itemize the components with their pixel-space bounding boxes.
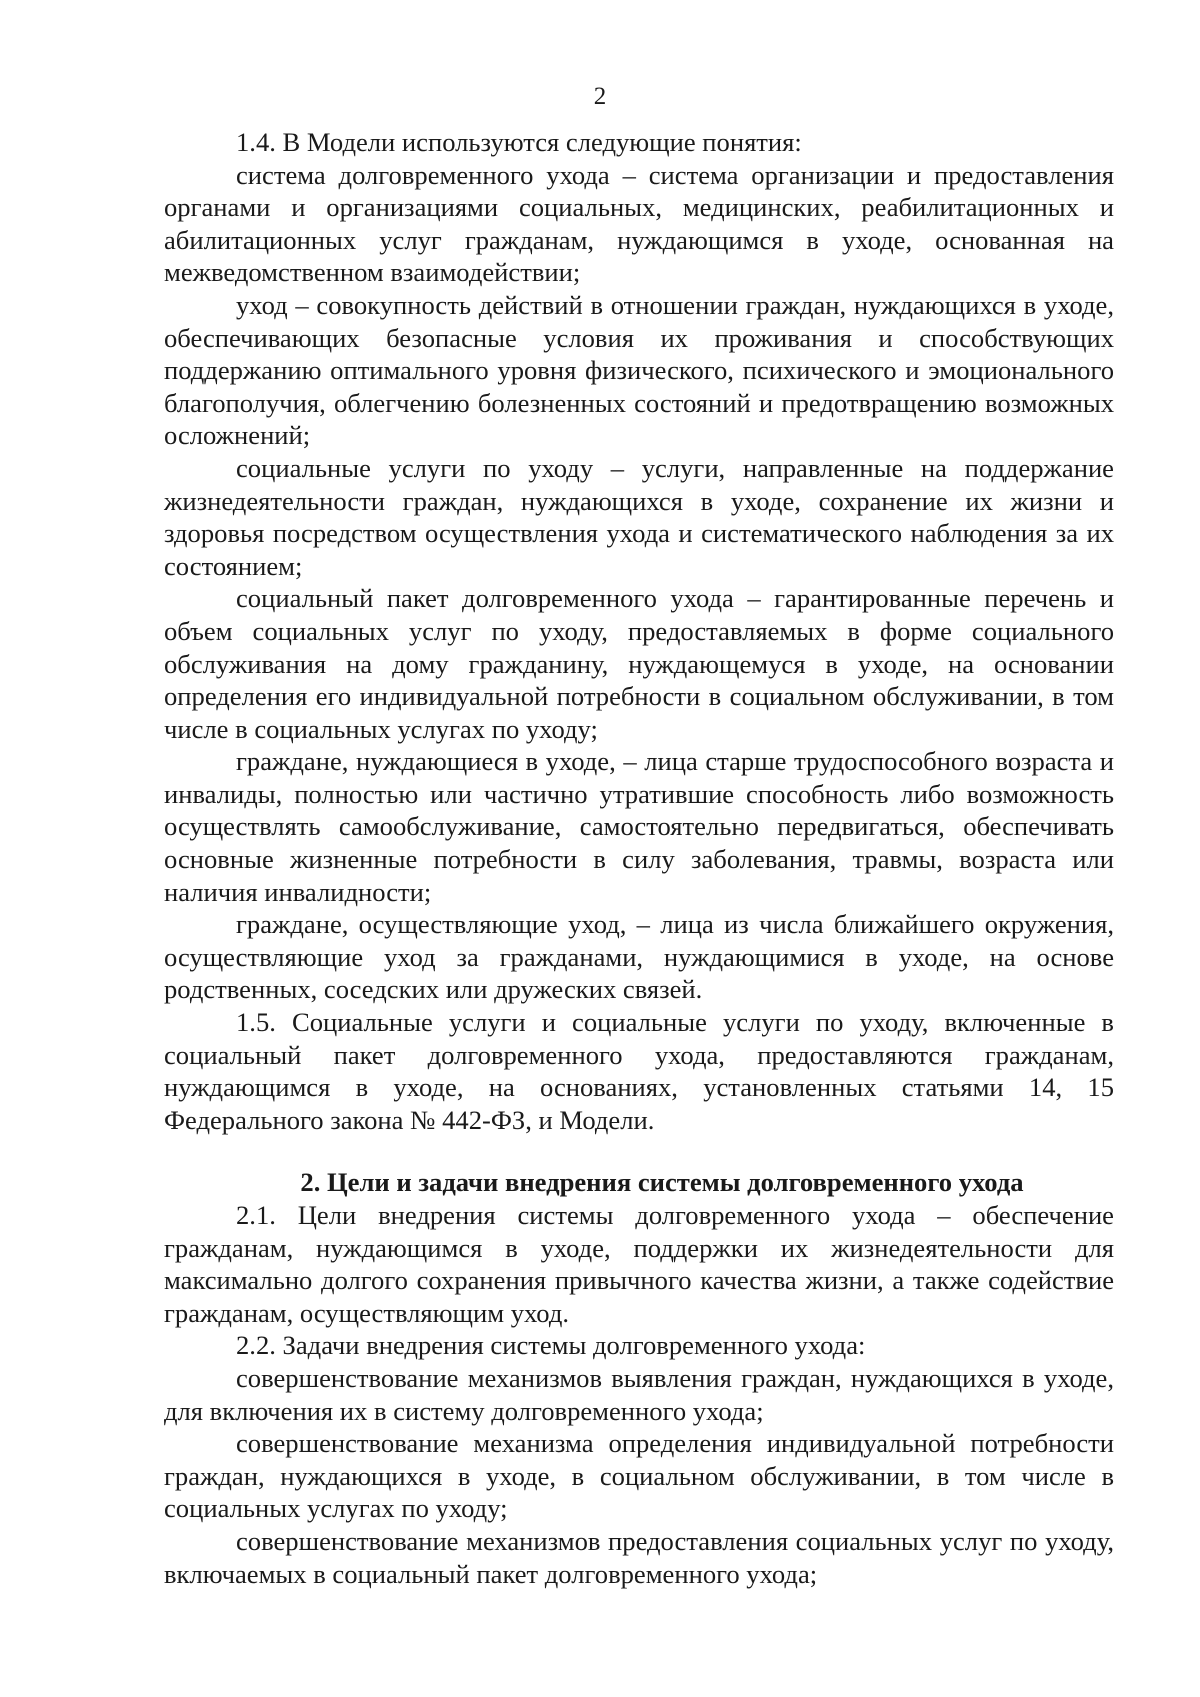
paragraph-1-4: 1.4. В Модели используются следующие понятия: bbox=[236, 127, 802, 157]
paragraph-2-2: 2.2. Задачи внедрения системы долговременного ухода: bbox=[236, 1330, 866, 1361]
page-content bbox=[164, 126, 1114, 1590]
task-service-provision: совершенствование механизмов предоставления социальных услуг по уходу, включаемых в социальный пакет долговременного ухода; bbox=[164, 1525, 1114, 1589]
paragraph-1-5: 1.5. Социальные услуги и социальные услуги по уходу, включенные в социальный пакет долговременного ухода, предоставляются гражданам, нуждающимся в уходе, на основаниях, установленных статьями 14, 15 Федерального закона № 442-ФЗ, и Модели. bbox=[164, 1007, 1114, 1135]
definition-social-package: социальный пакет долговременного ухода – гарантированные перечень и объем социальных услуг по уходу, предоставляемых в форме социального обслуживания на дому гражданину, нуждающемуся в уходе, на основании определения его индивидуальной потребности в социальном обслуживании, в том числе в социальных услугах по уходу; bbox=[164, 583, 1114, 744]
task-identification: совершенствование механизмов выявления граждан, нуждающихся в уходе, для включения их в систему долговременного ухода; bbox=[164, 1362, 1114, 1426]
page-number: 2 bbox=[593, 83, 607, 110]
paragraph-2-1: 2.1. Цели внедрения системы долговременного ухода – обеспечение гражданам, нуждающимся в уходе, поддержки их жизнедеятельности для максимально долгого сохранения привычного качества жизни, а также содействие гражданам, осуществляющим уход. bbox=[164, 1200, 1114, 1328]
definition-care: уход – совокупность действий в отношении граждан, нуждающихся в уходе, обеспечивающих безопасные условия их проживания и способствующих поддержанию оптимального уровня физического, психического и эмоционального благополучия, облегчению болезненных состояний и предотвращению возможных осложнений; bbox=[164, 289, 1114, 451]
definition-social-care-services: социальные услуги по уходу – услуги, направленные на поддержание жизнедеятельности граждан, нуждающихся в уходе, сохранение их жизни и здоровья посредством осуществления ухода и систематического наблюдения за их состоянием; bbox=[164, 452, 1114, 581]
definition-caregivers: граждане, осуществляющие уход, – лица из числа ближайшего окружения, осуществляющие уход за гражданами, нуждающимися в уходе, на основе родственных, соседских или дружеских связей. bbox=[164, 909, 1114, 1005]
definition-ltc-system: система долговременного ухода – система организации и предоставления органами и организациями социальных, медицинских, реабилитационных и абилитационных услуг гражданам, нуждающимся в уходе, основанная на межведомственном взаимодействии; bbox=[164, 159, 1114, 288]
section-2-heading: 2. Цели и задачи внедрения системы долговременного ухода bbox=[300, 1167, 1024, 1198]
definition-citizens-needing-care: граждане, нуждающиеся в уходе, – лица старше трудоспособного возраста и инвалиды, полностью или частично утратившие способность либо возможность осуществлять самообслуживание, самостоятельно передвигаться, обеспечивать основные жизненные потребности в силу заболевания, травмы, возраста или наличия инвалидности; bbox=[164, 746, 1114, 907]
task-needs-assessment: совершенствование механизма определения индивидуальной потребности граждан, нуждающихся в уходе, в социальном обслуживании, в том числе в социальных услугах по уходу; bbox=[164, 1428, 1114, 1524]
